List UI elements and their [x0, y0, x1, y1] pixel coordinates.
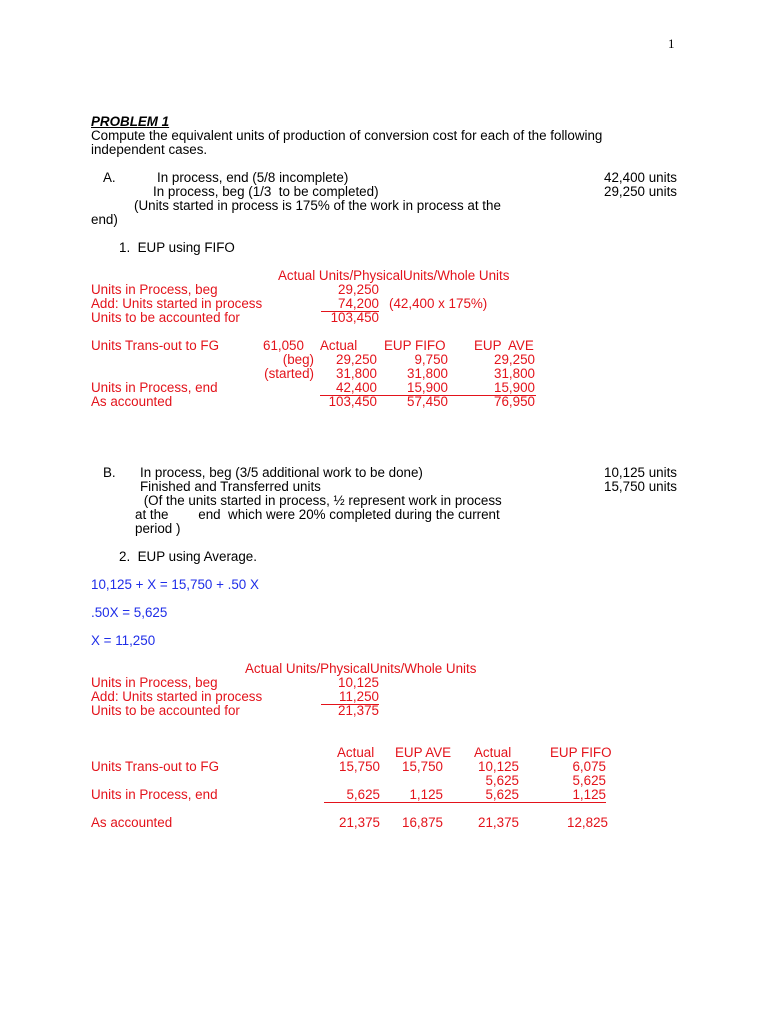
- case-a-total-label: As accounted: [91, 394, 173, 409]
- case-b-trans-label: Units Trans-out to FG: [91, 759, 219, 774]
- case-b-line-2: Finished and Transferred units: [140, 479, 321, 494]
- case-b-trans-eup-ave: 15,750: [402, 759, 443, 774]
- case-a-note-2: end): [91, 212, 118, 227]
- case-b-letter: B.: [103, 465, 116, 480]
- case-a-line-2-value: 29,250 units: [604, 184, 677, 199]
- case-a-row-label: Add: Units started in process: [91, 296, 263, 311]
- case-b-note-1: (Of the units started in process, ½ represent work in process: [140, 493, 502, 508]
- case-b-row-value: 10,125: [338, 675, 379, 690]
- case-b-question: 2. EUP using Average.: [119, 549, 257, 564]
- case-a-row-value: 74,200: [338, 296, 379, 311]
- case-b-total-eup-ave: 16,875: [402, 815, 443, 830]
- case-b-equation-1: 10,125 + X = 15,750 + .50 X: [91, 577, 259, 592]
- case-a-beg-label: (beg): [282, 352, 314, 367]
- case-b-trans-eup-fifo: 6,075: [572, 759, 606, 774]
- case-a-line-2: In process, beg (1/3 to be completed): [153, 184, 379, 199]
- case-b-total-eup-fifo: 12,825: [567, 815, 608, 830]
- case-a-end-eup-ave: 15,900: [494, 380, 535, 395]
- case-b-line-1-value: 10,125 units: [604, 465, 677, 480]
- case-a-end-actual: 42,400: [336, 380, 377, 395]
- case-a-end-eup-fifo: 15,900: [407, 380, 448, 395]
- case-b-col-head-actual: Actual: [337, 745, 375, 760]
- case-a-question: 1. EUP using FIFO: [119, 240, 235, 255]
- case-b-col-head-actual-2: Actual: [474, 745, 512, 760]
- intro-line-1: Compute the equivalent units of production of conversion cost for each of the following: [91, 128, 603, 143]
- case-a-col-head-eup-ave: EUP AVE: [474, 338, 534, 353]
- case-b-end-eup-ave: 1,125: [409, 787, 443, 802]
- case-a-row-label: Units to be accounted for: [91, 310, 240, 325]
- case-a-started-actual: 31,800: [336, 366, 377, 381]
- case-a-total-eup-fifo: 57,450: [407, 394, 448, 409]
- case-a-col-head-eup-fifo: EUP FIFO: [384, 338, 446, 353]
- case-a-table-header: Actual Units/PhysicalUnits/Whole Units: [278, 268, 510, 283]
- case-a-row-value: 29,250: [338, 282, 379, 297]
- case-b-total-underline: [324, 802, 606, 803]
- case-b-end-eup-fifo: 1,125: [572, 787, 606, 802]
- case-b-col-head-eup-ave: EUP AVE: [395, 745, 452, 760]
- case-b-row-value: 21,375: [338, 703, 379, 718]
- case-a-beg-actual: 29,250: [336, 352, 377, 367]
- case-a-row-note: (42,400 x 175%): [389, 296, 488, 311]
- case-b-line-2-value: 15,750 units: [604, 479, 677, 494]
- case-a-line-1-value: 42,400 units: [604, 170, 677, 185]
- case-a-line-1: In process, end (5/8 incomplete): [157, 170, 349, 185]
- case-b-total-actual-2: 21,375: [478, 815, 519, 830]
- case-a-row-value: 103,450: [330, 310, 379, 325]
- case-b-end-actual-2: 5,625: [485, 787, 519, 802]
- case-a-beg-eup-fifo: 9,750: [414, 352, 448, 367]
- case-a-row-label: Units in Process, beg: [91, 282, 218, 297]
- case-a-beg-eup-ave: 29,250: [494, 352, 535, 367]
- case-b-trans-actual-2: 10,125: [478, 759, 519, 774]
- problem-title: PROBLEM 1: [91, 114, 170, 129]
- case-a-total-actual: 103,450: [328, 394, 377, 409]
- case-a-trans-total: 61,050: [263, 338, 304, 353]
- page-number: 1: [668, 36, 675, 51]
- case-a-end-label: Units in Process, end: [91, 380, 218, 395]
- case-b-col-head-eup-fifo: EUP FIFO: [550, 745, 612, 760]
- case-b-total-label: As accounted: [91, 815, 173, 830]
- case-b-note-2: at the end which were 20% completed during the current: [135, 507, 500, 522]
- case-b-row-label: Add: Units started in process: [91, 689, 263, 704]
- case-b-row-label: Units to be accounted for: [91, 703, 240, 718]
- case-b-trans-extra-actual: 5,625: [485, 773, 519, 788]
- case-b-row-value: 11,250: [339, 689, 379, 704]
- case-b-trans-actual: 15,750: [339, 759, 380, 774]
- case-a-started-label: (started): [264, 366, 314, 381]
- case-b-trans-extra-eup-fifo: 5,625: [572, 773, 606, 788]
- case-a-started-eup-fifo: 31,800: [407, 366, 448, 381]
- case-b-row-label: Units in Process, beg: [91, 675, 218, 690]
- case-b-note-3: period ): [135, 521, 181, 536]
- case-a-trans-label: Units Trans-out to FG: [91, 338, 219, 353]
- case-b-line-1: In process, beg (3/5 additional work to be done): [140, 465, 423, 480]
- case-b-table-header: Actual Units/PhysicalUnits/Whole Units: [245, 661, 477, 676]
- case-b-equation-3: X = 11,250: [91, 633, 156, 648]
- case-a-note-1: (Units started in process is 175% of the work in process at the: [134, 198, 501, 213]
- case-b-equation-2: .50X = 5,625: [91, 605, 168, 620]
- intro-line-2: independent cases.: [91, 142, 208, 157]
- case-a-letter: A.: [103, 170, 116, 185]
- case-b-end-actual: 5,625: [346, 787, 380, 802]
- case-a-total-eup-ave: 76,950: [494, 394, 535, 409]
- case-a-started-eup-ave: 31,800: [494, 366, 535, 381]
- case-b-total-actual: 21,375: [339, 815, 380, 830]
- case-a-col-head-actual: Actual: [320, 338, 358, 353]
- case-b-end-label: Units in Process, end: [91, 787, 218, 802]
